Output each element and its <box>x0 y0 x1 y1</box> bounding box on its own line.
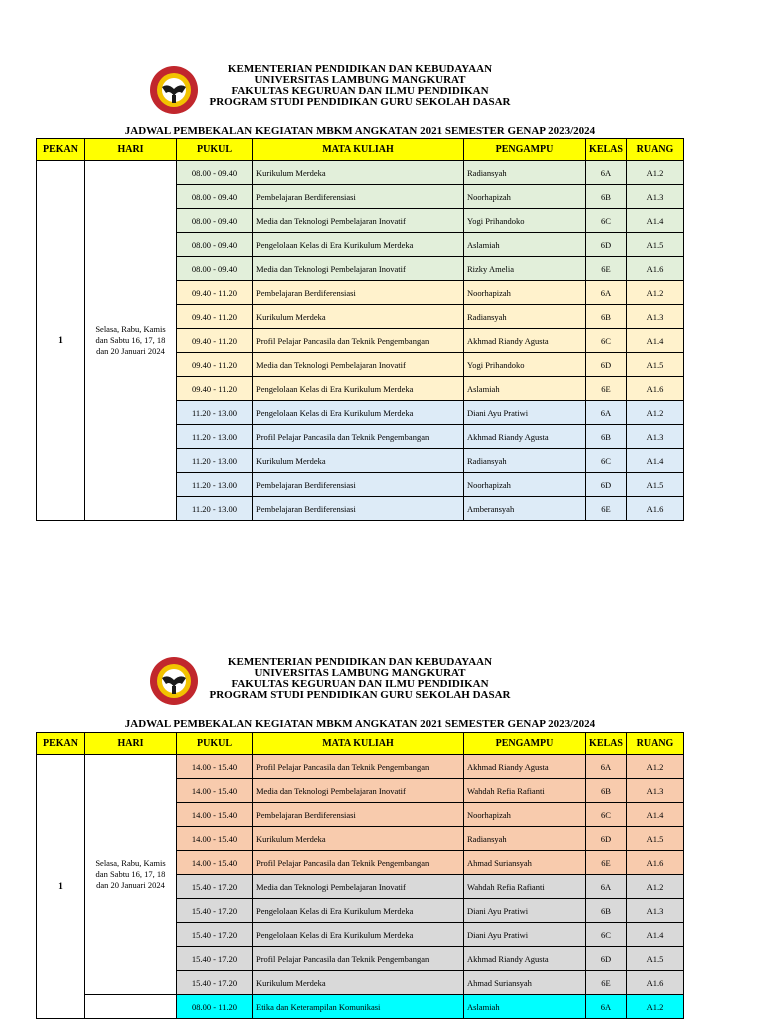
room-cell: A1.3 <box>627 779 684 803</box>
course-cell: Kurikulum Merdeka <box>253 305 464 329</box>
course-cell: Pengelolaan Kelas di Era Kurikulum Merdeka <box>253 899 464 923</box>
room-cell: A1.2 <box>627 875 684 899</box>
lecturer-cell: Diani Ayu Pratiwi <box>464 899 586 923</box>
course-cell: Profil Pelajar Pancasila dan Teknik Pengembangan <box>253 851 464 875</box>
room-cell: A1.5 <box>627 233 684 257</box>
time-cell: 11.20 - 13.00 <box>177 497 253 521</box>
time-cell: 08.00 - 09.40 <box>177 161 253 185</box>
class-cell: 6C <box>586 803 627 827</box>
time-cell: 15.40 - 17.20 <box>177 899 253 923</box>
table-header-row <box>37 733 684 755</box>
col-mata-kuliah: MATA KULIAH <box>253 139 464 161</box>
col-ruang: RUANG <box>627 139 684 161</box>
lecturer-cell: Noorhapizah <box>464 473 586 497</box>
class-cell: 6E <box>586 497 627 521</box>
lecturer-cell: Amberansyah <box>464 497 586 521</box>
schedule-table-2 <box>36 732 684 1019</box>
time-cell: 08.00 - 09.40 <box>177 233 253 257</box>
lecturer-cell: Akhmad Riandy Agusta <box>464 425 586 449</box>
lecturer-cell: Aslamiah <box>464 377 586 401</box>
col-hari: HARI <box>85 733 177 755</box>
room-cell: A1.2 <box>627 281 684 305</box>
course-cell: Pengelolaan Kelas di Era Kurikulum Merdeka <box>253 233 464 257</box>
col-pekan: PEKAN <box>37 733 85 755</box>
time-cell: 09.40 - 11.20 <box>177 305 253 329</box>
time-cell: 14.00 - 15.40 <box>177 803 253 827</box>
course-cell: Media dan Teknologi Pembelajaran Inovatif <box>253 353 464 377</box>
course-cell: Pengelolaan Kelas di Era Kurikulum Merdeka <box>253 401 464 425</box>
class-cell: 6E <box>586 971 627 995</box>
lecturer-cell: Noorhapizah <box>464 281 586 305</box>
time-cell: 08.00 - 09.40 <box>177 257 253 281</box>
week-cell: 1 <box>37 161 85 521</box>
room-cell: A1.2 <box>627 995 684 1019</box>
room-cell: A1.5 <box>627 947 684 971</box>
course-cell: Kurikulum Merdeka <box>253 161 464 185</box>
col-mata-kuliah: MATA KULIAH <box>253 733 464 755</box>
time-cell: 09.40 - 11.20 <box>177 377 253 401</box>
class-cell: 6A <box>586 755 627 779</box>
class-cell: 6E <box>586 377 627 401</box>
header-program: PROGRAM STUDI PENDIDIKAN GURU SEKOLAH DASAR <box>209 689 511 701</box>
class-cell: 6E <box>586 257 627 281</box>
lecturer-cell: Wahdah Refia Rafianti <box>464 875 586 899</box>
class-cell: 6A <box>586 401 627 425</box>
col-hari: HARI <box>85 139 177 161</box>
room-cell: A1.4 <box>627 209 684 233</box>
day-cell-empty <box>85 995 177 1019</box>
col-kelas: KELAS <box>586 139 627 161</box>
header-university: UNIVERSITAS LAMBUNG MANGKURAT <box>254 74 466 86</box>
time-cell: 08.00 - 09.40 <box>177 185 253 209</box>
lecturer-cell: Akhmad Riandy Agusta <box>464 947 586 971</box>
lecturer-cell: Wahdah Refia Rafianti <box>464 779 586 803</box>
room-cell: A1.6 <box>627 971 684 995</box>
time-cell: 14.00 - 15.40 <box>177 779 253 803</box>
time-cell: 09.40 - 11.20 <box>177 281 253 305</box>
class-cell: 6A <box>586 875 627 899</box>
lecturer-cell: Yogi Prihandoko <box>464 209 586 233</box>
room-cell: A1.2 <box>627 161 684 185</box>
lecturer-cell: Ahmad Suriansyah <box>464 851 586 875</box>
lecturer-cell: Radiansyah <box>464 827 586 851</box>
room-cell: A1.5 <box>627 353 684 377</box>
lecturer-cell: Noorhapizah <box>464 803 586 827</box>
schedule-title: JADWAL PEMBEKALAN KEGIATAN MBKM ANGKATAN 2021 SEMESTER GENAP 2023/2024 <box>124 125 596 137</box>
time-cell: 15.40 - 17.20 <box>177 875 253 899</box>
class-cell: 6A <box>586 995 627 1019</box>
room-cell: A1.3 <box>627 425 684 449</box>
schedule-title: JADWAL PEMBEKALAN KEGIATAN MBKM ANGKATAN 2021 SEMESTER GENAP 2023/2024 <box>124 718 596 730</box>
room-cell: A1.4 <box>627 329 684 353</box>
table-row <box>37 995 684 1019</box>
room-cell: A1.4 <box>627 803 684 827</box>
course-cell: Pembelajaran Berdiferensiasi <box>253 473 464 497</box>
schedule-table-1 <box>36 138 684 521</box>
course-cell: Profil Pelajar Pancasila dan Teknik Pengembangan <box>253 329 464 353</box>
course-cell: Pembelajaran Berdiferensiasi <box>253 803 464 827</box>
time-cell: 15.40 - 17.20 <box>177 923 253 947</box>
header-university: UNIVERSITAS LAMBUNG MANGKURAT <box>254 667 466 679</box>
col-pekan: PEKAN <box>37 139 85 161</box>
room-cell: A1.3 <box>627 899 684 923</box>
lecturer-cell: Radiansyah <box>464 305 586 329</box>
time-cell: 08.00 - 09.40 <box>177 209 253 233</box>
room-cell: A1.6 <box>627 377 684 401</box>
room-cell: A1.4 <box>627 449 684 473</box>
time-cell: 08.00 - 11.20 <box>177 995 253 1019</box>
course-cell: Profil Pelajar Pancasila dan Teknik Pengembangan <box>253 425 464 449</box>
time-cell: 14.00 - 15.40 <box>177 755 253 779</box>
col-pukul: PUKUL <box>177 733 253 755</box>
course-cell: Media dan Teknologi Pembelajaran Inovatif <box>253 209 464 233</box>
room-cell: A1.3 <box>627 185 684 209</box>
col-pukul: PUKUL <box>177 139 253 161</box>
header-faculty: FAKULTAS KEGURUAN DAN ILMU PENDIDIKAN <box>231 85 489 97</box>
room-cell: A1.6 <box>627 257 684 281</box>
room-cell: A1.5 <box>627 827 684 851</box>
room-cell: A1.2 <box>627 755 684 779</box>
week-cell: 1 <box>37 755 85 1019</box>
lecturer-cell: Radiansyah <box>464 449 586 473</box>
class-cell: 6B <box>586 779 627 803</box>
header-ministry: KEMENTERIAN PENDIDIKAN DAN KEBUDAYAAN <box>227 63 493 75</box>
day-cell: Selasa, Rabu, Kamis dan Sabtu 16, 17, 18 dan 20 Januari 2024 <box>85 161 177 521</box>
class-cell: 6B <box>586 305 627 329</box>
class-cell: 6B <box>586 185 627 209</box>
time-cell: 14.00 - 15.40 <box>177 827 253 851</box>
class-cell: 6A <box>586 281 627 305</box>
course-cell: Etika dan Keterampilan Komunikasi <box>253 995 464 1019</box>
room-cell: A1.6 <box>627 851 684 875</box>
lecturer-cell: Radiansyah <box>464 161 586 185</box>
time-cell: 15.40 - 17.20 <box>177 947 253 971</box>
col-pengampu: PENGAMPU <box>464 139 586 161</box>
course-cell: Media dan Teknologi Pembelajaran Inovatif <box>253 779 464 803</box>
class-cell: 6D <box>586 353 627 377</box>
class-cell: 6A <box>586 161 627 185</box>
institution-header <box>120 657 600 701</box>
lecturer-cell: Rizky Amelia <box>464 257 586 281</box>
course-cell: Pengelolaan Kelas di Era Kurikulum Merdeka <box>253 377 464 401</box>
class-cell: 6D <box>586 947 627 971</box>
room-cell: A1.6 <box>627 497 684 521</box>
lecturer-cell: Akhmad Riandy Agusta <box>464 329 586 353</box>
lecturer-cell: Ahmad Suriansyah <box>464 971 586 995</box>
time-cell: 15.40 - 17.20 <box>177 971 253 995</box>
institution-header <box>120 64 600 108</box>
lecturer-cell: Aslamiah <box>464 995 586 1019</box>
course-cell: Media dan Teknologi Pembelajaran Inovatif <box>253 875 464 899</box>
lecturer-cell: Diani Ayu Pratiwi <box>464 923 586 947</box>
room-cell: A1.2 <box>627 401 684 425</box>
class-cell: 6D <box>586 473 627 497</box>
lecturer-cell: Aslamiah <box>464 233 586 257</box>
lecturer-cell: Noorhapizah <box>464 185 586 209</box>
course-cell: Pembelajaran Berdiferensiasi <box>253 185 464 209</box>
course-cell: Pembelajaran Berdiferensiasi <box>253 497 464 521</box>
header-faculty: FAKULTAS KEGURUAN DAN ILMU PENDIDIKAN <box>231 678 489 690</box>
course-cell: Kurikulum Merdeka <box>253 827 464 851</box>
class-cell: 6C <box>586 923 627 947</box>
lecturer-cell: Yogi Prihandoko <box>464 353 586 377</box>
course-cell: Profil Pelajar Pancasila dan Teknik Pengembangan <box>253 755 464 779</box>
class-cell: 6B <box>586 425 627 449</box>
class-cell: 6D <box>586 827 627 851</box>
header-program: PROGRAM STUDI PENDIDIKAN GURU SEKOLAH DASAR <box>209 96 511 108</box>
class-cell: 6C <box>586 329 627 353</box>
room-cell: A1.3 <box>627 305 684 329</box>
class-cell: 6B <box>586 899 627 923</box>
table-row <box>37 161 684 185</box>
col-kelas: KELAS <box>586 733 627 755</box>
time-cell: 11.20 - 13.00 <box>177 473 253 497</box>
lecturer-cell: Diani Ayu Pratiwi <box>464 401 586 425</box>
class-cell: 6C <box>586 209 627 233</box>
table-header-row <box>37 139 684 161</box>
course-cell: Pengelolaan Kelas di Era Kurikulum Merdeka <box>253 923 464 947</box>
time-cell: 11.20 - 13.00 <box>177 401 253 425</box>
time-cell: 11.20 - 13.00 <box>177 425 253 449</box>
class-cell: 6E <box>586 851 627 875</box>
class-cell: 6D <box>586 233 627 257</box>
time-cell: 14.00 - 15.40 <box>177 851 253 875</box>
col-pengampu: PENGAMPU <box>464 733 586 755</box>
header-ministry: KEMENTERIAN PENDIDIKAN DAN KEBUDAYAAN <box>227 656 493 668</box>
time-cell: 11.20 - 13.00 <box>177 449 253 473</box>
room-cell: A1.4 <box>627 923 684 947</box>
course-cell: Kurikulum Merdeka <box>253 971 464 995</box>
table-row <box>37 755 684 779</box>
room-cell: A1.5 <box>627 473 684 497</box>
course-cell: Pembelajaran Berdiferensiasi <box>253 281 464 305</box>
lecturer-cell: Akhmad Riandy Agusta <box>464 755 586 779</box>
col-ruang: RUANG <box>627 733 684 755</box>
time-cell: 09.40 - 11.20 <box>177 329 253 353</box>
course-cell: Profil Pelajar Pancasila dan Teknik Pengembangan <box>253 947 464 971</box>
course-cell: Kurikulum Merdeka <box>253 449 464 473</box>
class-cell: 6C <box>586 449 627 473</box>
time-cell: 09.40 - 11.20 <box>177 353 253 377</box>
course-cell: Media dan Teknologi Pembelajaran Inovatif <box>253 257 464 281</box>
day-cell: Selasa, Rabu, Kamis dan Sabtu 16, 17, 18 dan 20 Januari 2024 <box>85 755 177 995</box>
